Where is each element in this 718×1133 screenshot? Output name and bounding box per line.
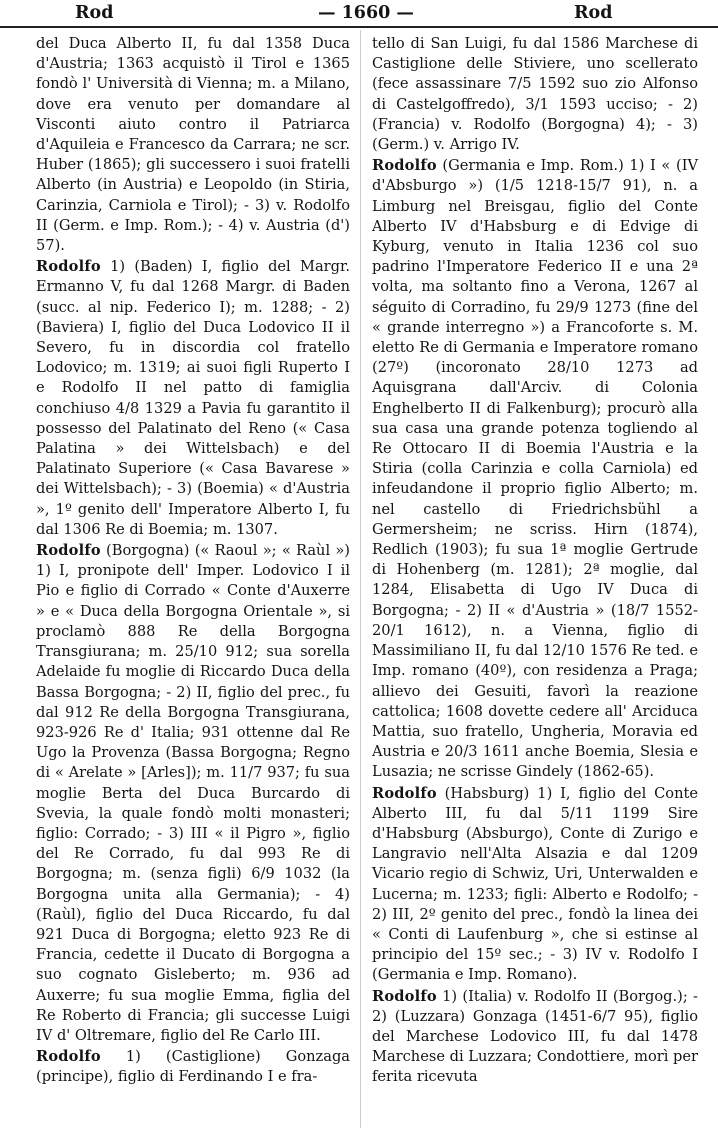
left-column [36,34,350,1089]
entry-headword: Rodolfo [372,987,437,1005]
entry-paragraph [36,541,350,1046]
entry-headword: Rodolfo [36,542,101,560]
header-right-guideword: Rod [574,3,613,23]
page-number: — 1660 — [318,3,414,23]
entry-text: 1) (Baden) I, figlio del Margr. Ermanno V, fu dal 1268 Margr. di Baden (succ. al nip. Federico I); m. 1288; - 2) (Baviera) I, figlio del Duca Lodovico II il Severo, fu in discordia col fratello Lodovico; m. 1319; ai suoi figli Ruperto I e Rodolfo II nel patto di famiglia conchiuso 4/8 1329 a Pavia fu garantito il possesso del Palatinato del Reno (« Casa Palatina » dei Wittelsbach) e del Palatinato Superiore (« Casa Bavarese » dei Wittelsbach); - 3) (Boemia) « d'Austria », 1º genito dell' Imperatore Alberto I, fu dal 1306 Re di Boemia; m. 1307. [36,258,350,538]
entry-text: (Habsburg) 1) I, figlio del Conte Alberto III, fu dal 5/11 1199 Sire d'Habsburg (Absburgo), Conte di Zurigo e Langravio nell'Alta Alsazia e dal 1209 Vicario regio di Schwiz, Uri, Unterwalden e Lucerna; m. 1233; figli: Alberto e Rodolfo; - 2) III, 2º genito del prec., fondò la linea dei « Conti di Laufenburg », che si estinse al principio del 15º sec.; - 3) IV v. Rodolfo I (Germania e Imp. Romano). [372,784,698,984]
column-divider [360,30,361,1128]
entry-headword: Rodolfo [36,1048,101,1066]
entry-text: tello di San Luigi, fu dal 1586 Marchese di Castiglione delle Stiviere, uno scellerato (fece assassinare 7/5 1592 suo zio Alfonso di Castelgoffredo), 3/1 1593 ucciso; - 2) (Francia) v. Rodolfo (Borgogna) 4); - 3) (Germ.) v. Arrigo IV. [372,35,698,154]
entry-paragraph [372,34,698,155]
header-left-guideword: Rod [75,3,114,23]
entry-text: 1) (Italia) v. Rodolfo II (Borgog.); - 2) (Luzzara) Gonzaga (1451-6/7 95), figlio del Marchese Lodovico III, fu dal 1478 Marchese di Luzzara; Condottiere, morì per ferita ricevuta [372,987,698,1086]
entry-paragraph [36,1047,350,1087]
entry-headword: Rodolfo [372,784,437,802]
entry-paragraph [372,156,698,782]
entry-text: (Germania e Imp. Rom.) 1) I « (IV d'Absburgo ») (1/5 1218-15/7 91), n. a Limburg nel Breisgau, figlio del Conte Alberto IV d'Habsburg e di Edvige di Kyburg, venuto in Italia 1236 col suo padrino l'Imperatore Federico II e una 2ª volta, ma soltanto fino a Verona, 1267 al séguito di Corradino, fu 29/9 1273 (fine del « grande interregno ») a Francoforte s. M. eletto Re di Germania e Imperatore romano (27º) (incoronato 28/10 1273 ad Aquisgrana dall'Arciv. di Colonia Enghelberto II di Falkenburg); procurò alla sua casa una grande potenza togliendo al Re Ottocaro II di Boemia l'Austria e la Stiria (colla Carinzia e colla Carniola) ed infeudandone il proprio figlio Alberto; m. nel castello di Friedrichsbühl a Germersheim; ne scriss. Hirn (1874), Redlich (1903); fu sua 1ª moglie Gertrude di Hohenberg (m. 1281); 2ª moglie, dal 1284, Elisabetta di Ugo IV Duca di Borgogna; - 2) II « d'Austria » (18/7 1552-20/1 1612), n. a Vienna, figlio di Massimiliano II, fu dal 12/10 1576 Re ted. e Imp. romano (40º), con residenza a Praga; allievo dei Gesuiti, favorì la reazione cattolica; 1608 dovette cedere all' Arciduca Mattia, suo fratello, Ungheria, Moravia ed Austria e 20/3 1611 anche Boemia, Slesia e Lusazia; ne scrisse Gindely (1862-65). [372,157,698,781]
entry-text: 1) (Castiglione) Gonzaga (principe), figlio di Ferdinando I e fra- [36,1048,350,1086]
entry-headword: Rodolfo [36,258,101,276]
header-rule [0,26,718,28]
entry-text: del Duca Alberto II, fu dal 1358 Duca d'Austria; 1363 acquistò il Tirol e 1365 fondò l' Università di Vienna; m. a Milano, dove era venuto per domandare al Visconti aiuto contro il Patriarca d'Aquileia e Francesco da Carrara; ne scr. Huber (1865); gli successero i suoi fratelli Alberto (in Austria) e Leopoldo (in Stiria, Carinzia, Carniola e Tirol); - 3) v. Rodolfo II (Germ. e Imp. Rom.); - 4) v. Austria (d') 57). [36,35,350,255]
entry-headword: Rodolfo [372,157,437,175]
entry-paragraph [36,257,350,540]
entry-text: (Borgogna) (« Raoul »; « Raùl ») 1) I, pronipote dell' Imper. Lodovico I il Pio e figlio di Corrado « Conte d'Auxerre » e « Duca della Borgogna Orientale », si proclamò 888 Re della Borgogna Transgiurana; m. 25/10 912; sua sorella Adelaide fu moglie di Riccardo Duca della Bassa Borgogna; - 2) II, figlio del prec., fu dal 912 Re della Borgogna Transgiurana, 923-926 Re d' Italia; 931 ottenne dal Re Ugo la Provenza (Bassa Borgogna; Regno di « Arelate » [Arles]); m. 11/7 937; fu sua moglie Berta del Duca Burcardo di Svevia, la quale fondò molti monasteri; figlio: Corrado; - 3) III « il Pigro », figlio del Re Corrado, fu dal 993 Re di Borgogna; m. (senza figli) 6/9 1032 (la Borgogna unita alla Germania); - 4) (Raùl), figlio del Duca Riccardo, fu dal 921 Duca di Borgogna; eletto 923 Re di Francia, cedette il Ducato di Borgogna a suo cognato Gisleberto; m. 936 ad Auxerre; fu sua moglie Emma, figlia del Re Roberto di Francia; gli successe Luigi IV d' Oltremare, figlio del Re Carlo III. [36,542,350,1044]
entry-paragraph [36,34,350,256]
right-column [372,34,698,1089]
entry-paragraph [372,987,698,1088]
running-header [0,0,718,26]
entry-paragraph [372,784,698,986]
